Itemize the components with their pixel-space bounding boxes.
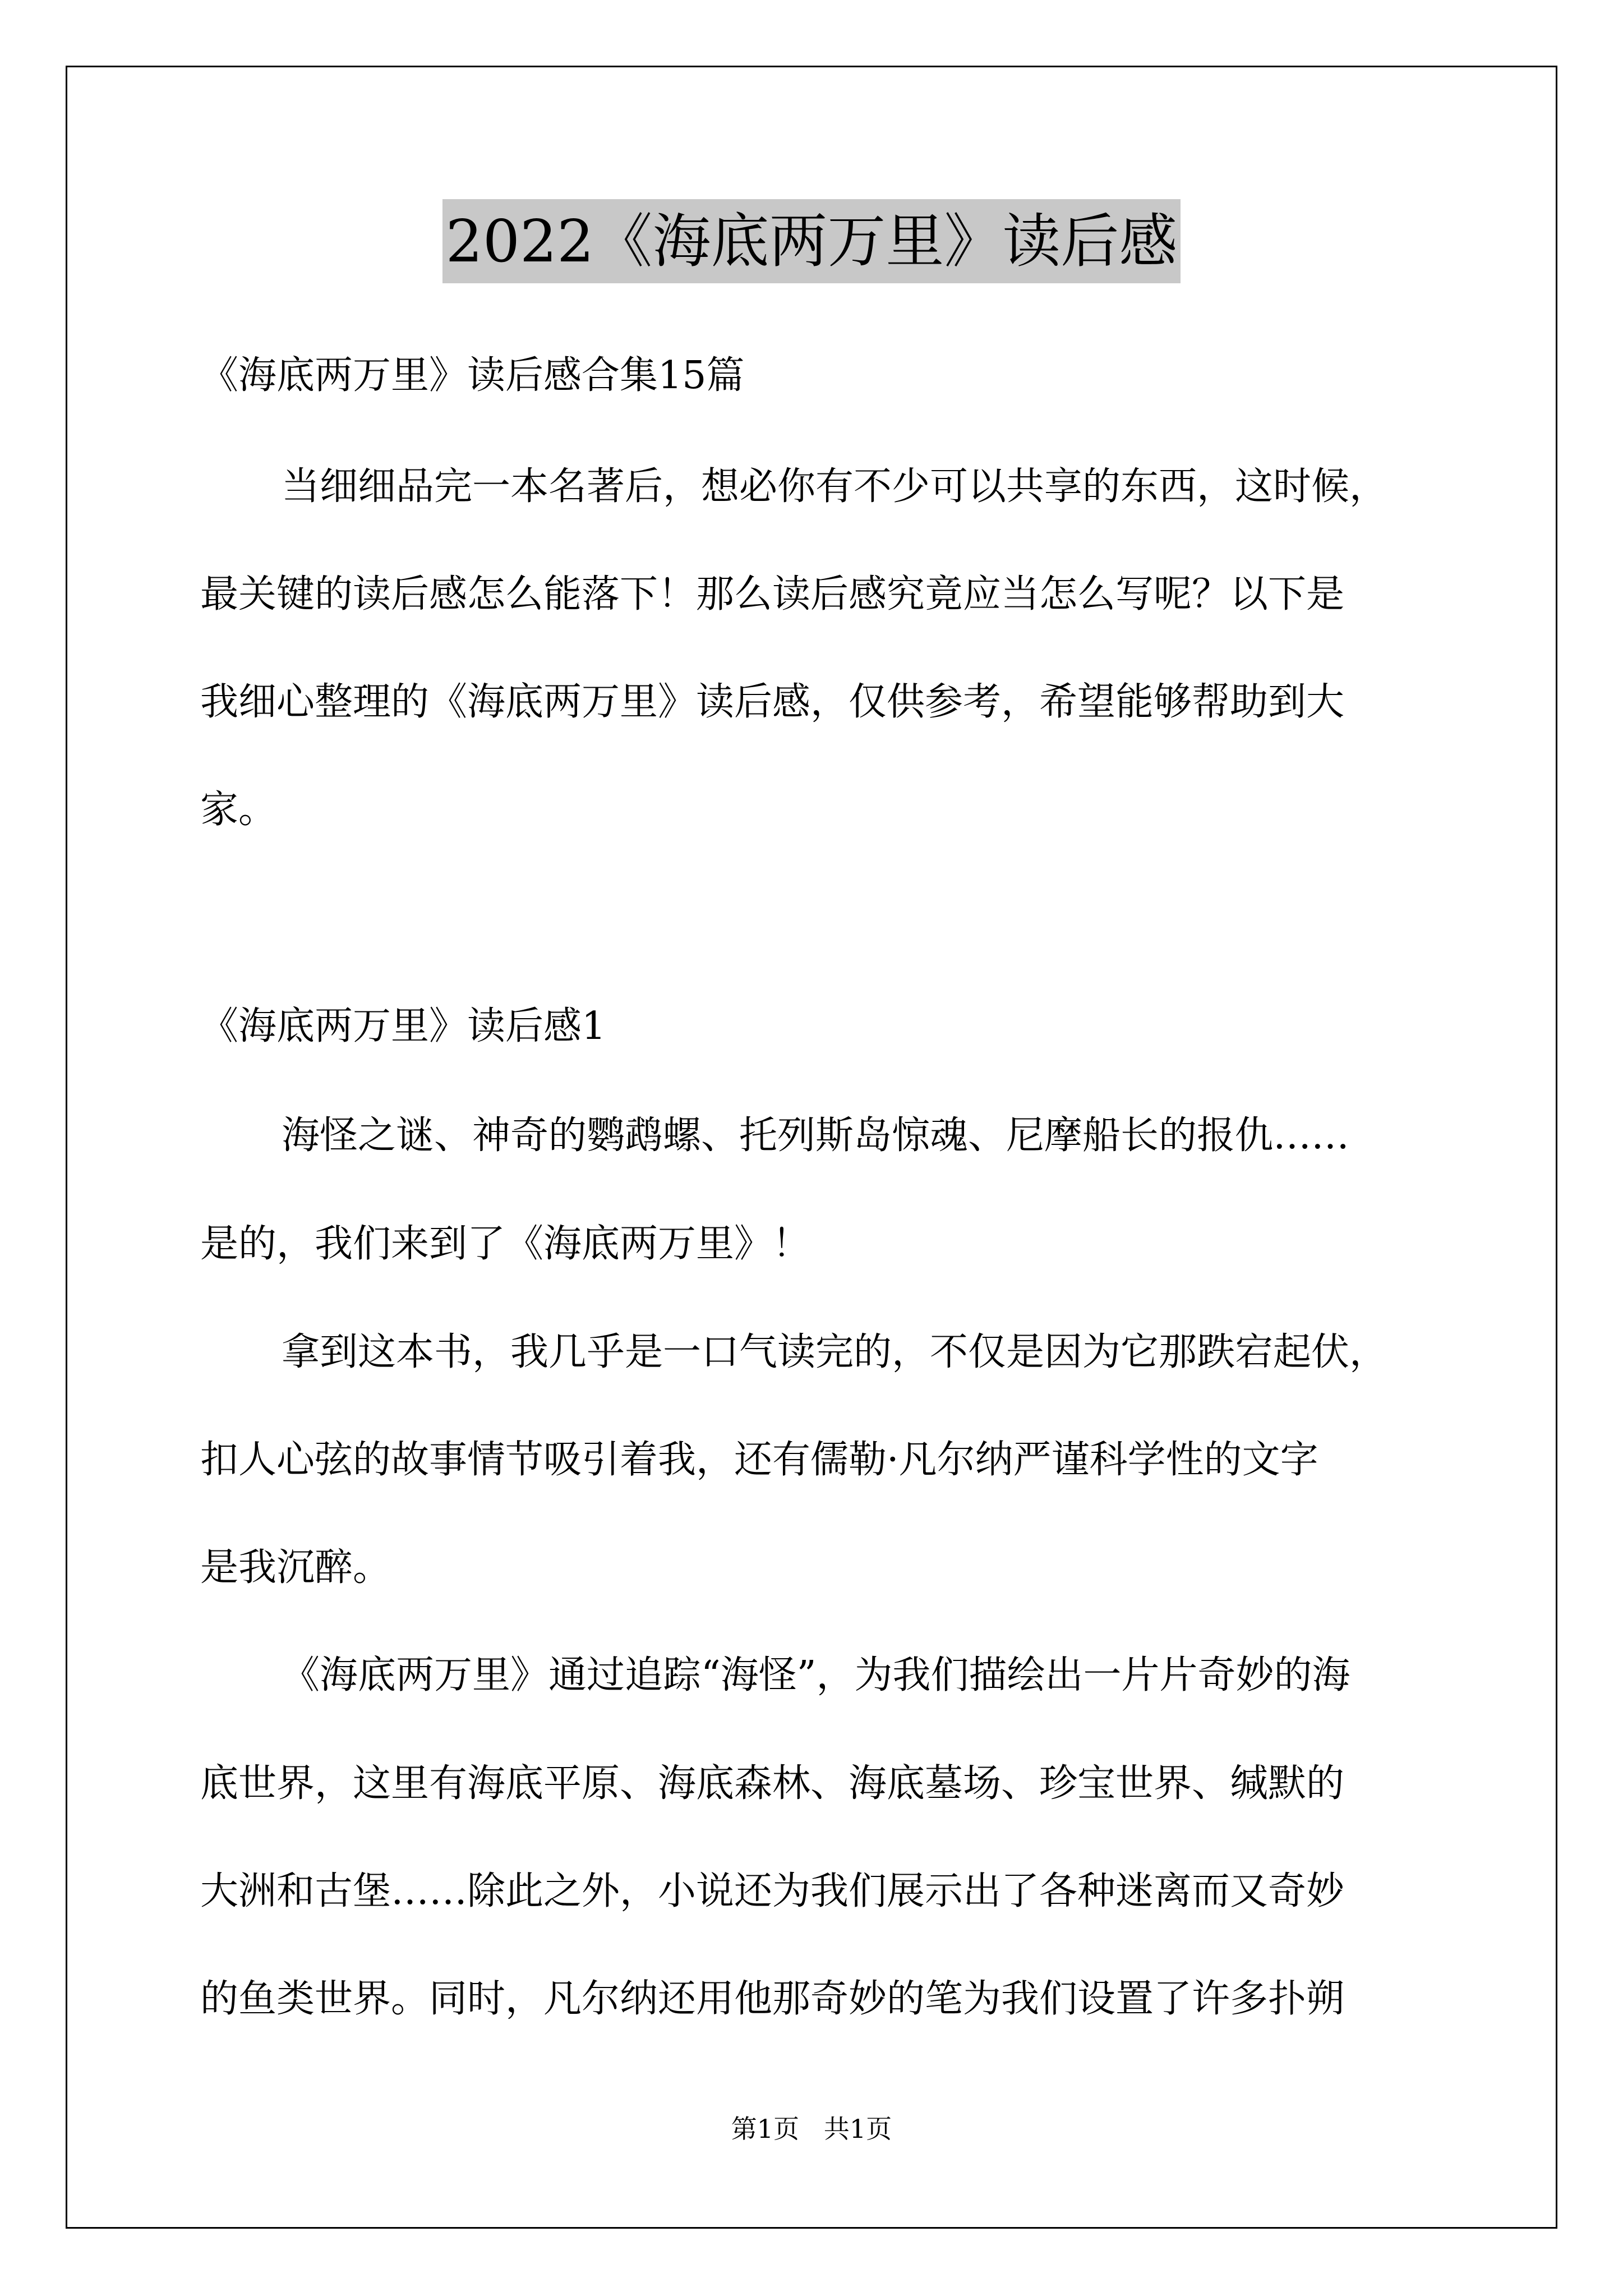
document-title: 2022《海底两万里》读后感 bbox=[442, 199, 1181, 283]
paragraph-line: 当细细品完一本名著后，想必你有不少可以共享的东西，这时候， bbox=[282, 464, 1388, 509]
paragraph-line: 家。 bbox=[200, 788, 277, 832]
paragraph-line: 拿到这本书，我几乎是一口气读完的，不仅是因为它那跌宕起伏， bbox=[282, 1330, 1388, 1374]
paragraph-line: 大洲和古堡……除此之外，小说还为我们展示出了各种迷离而又奇妙 bbox=[200, 1869, 1345, 1913]
page-footer bbox=[0, 2112, 1623, 2146]
paragraph-line: 海怪之谜、神奇的鹦鹉螺、托列斯岛惊魂、尼摩船长的报仇…… bbox=[282, 1114, 1350, 1158]
paragraph-line: 的鱼类世界。同时，凡尔纳还用他那奇妙的笔为我们设置了许多扑朔 bbox=[200, 1977, 1345, 2021]
collection-subtitle: 《海底两万里》读后感合集15篇 bbox=[200, 353, 745, 398]
section-heading: 《海底两万里》读后感1 bbox=[200, 1004, 606, 1048]
paragraph-line: 最关键的读后感怎么能落下！那么读后感究竟应当怎么写呢？以下是 bbox=[200, 572, 1345, 616]
paragraph-line: 我细心整理的《海底两万里》读后感，仅供参考，希望能够帮助到大 bbox=[200, 680, 1345, 724]
paragraph-line: 《海底两万里》通过追踪“海怪”，为我们描绘出一片片奇妙的海 bbox=[282, 1653, 1350, 1697]
paragraph-line: 扣人心弦的故事情节吸引着我，还有儒勒·凡尔纳严谨科学性的文字 bbox=[200, 1438, 1318, 1482]
paragraph-line: 是我沉醉。 bbox=[200, 1545, 391, 1590]
paragraph-line: 是的，我们来到了《海底两万里》！ bbox=[200, 1222, 811, 1266]
page-number: 第1页 共1页 bbox=[731, 2114, 892, 2144]
title-container bbox=[0, 199, 1623, 283]
paragraph-line: 底世界，这里有海底平原、海底森林、海底墓场、珍宝世界、缄默的 bbox=[200, 1761, 1345, 1806]
